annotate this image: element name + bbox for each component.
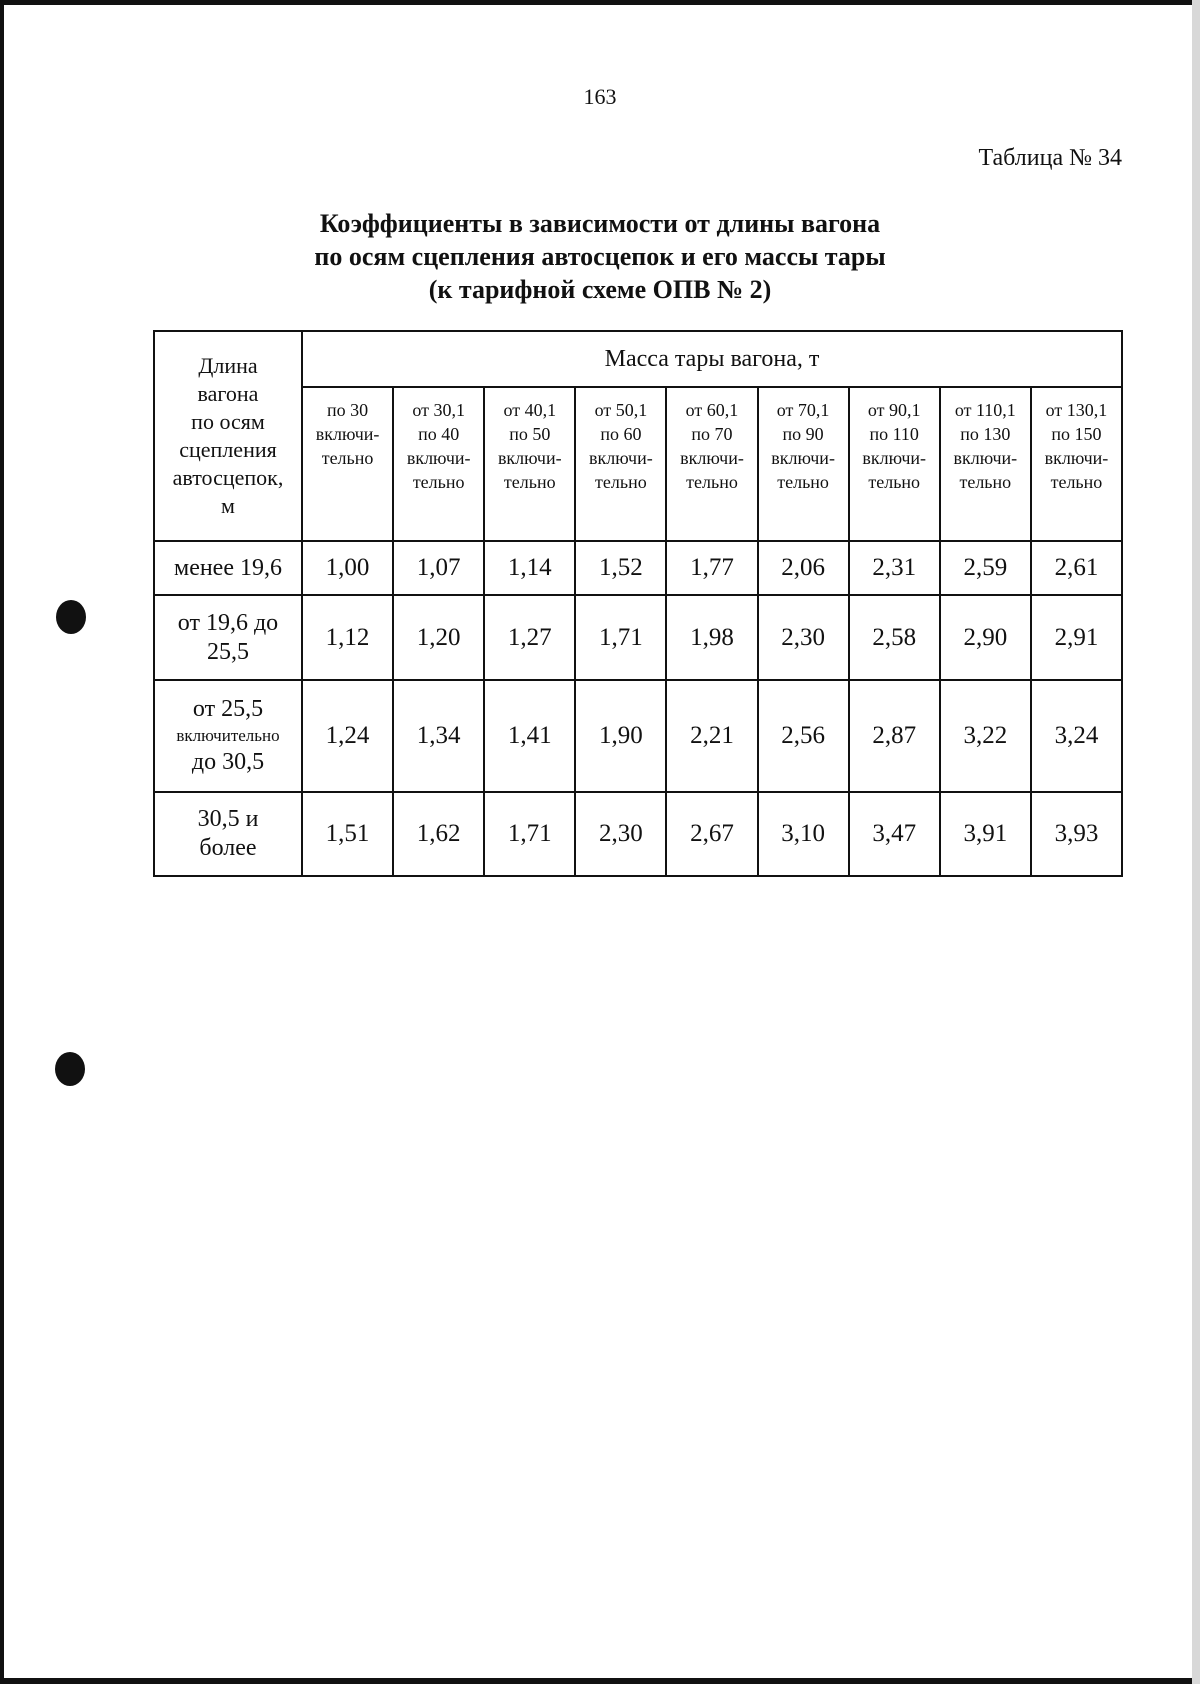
row-header-line: сцепления bbox=[179, 437, 277, 462]
column-header-line: по 70 bbox=[691, 424, 733, 444]
table-cell: 2,30 bbox=[758, 595, 849, 680]
table-cell: 1,77 bbox=[666, 541, 757, 595]
table-row bbox=[154, 680, 1122, 792]
column-header-line: от 110,1 bbox=[954, 400, 1016, 420]
title-line-1: Коэффициенты в зависимости от длины вагона bbox=[319, 209, 881, 238]
table-title bbox=[0, 207, 1200, 306]
column-header-line: включи- bbox=[589, 448, 653, 468]
table-cell: 3,24 bbox=[1031, 680, 1122, 792]
table-cell: 3,91 bbox=[940, 792, 1031, 876]
table-cell: 1,98 bbox=[666, 595, 757, 680]
table-cell: 1,27 bbox=[484, 595, 575, 680]
row-label-line: включительно bbox=[176, 726, 280, 745]
row-header-line: вагона bbox=[197, 381, 259, 406]
row-label bbox=[154, 680, 302, 792]
row-label bbox=[154, 792, 302, 876]
row-label-line: до 30,5 bbox=[191, 749, 265, 775]
table-cell: 2,58 bbox=[849, 595, 940, 680]
mass-header: Масса тары вагона, т bbox=[302, 331, 1122, 387]
table-row bbox=[154, 792, 1122, 876]
row-label-line: 30,5 и bbox=[197, 806, 259, 832]
column-header bbox=[393, 387, 484, 541]
column-header-line: по 50 bbox=[509, 424, 551, 444]
column-header-line: от 70,1 bbox=[776, 400, 830, 420]
column-header bbox=[484, 387, 575, 541]
page-edge-bottom bbox=[0, 1678, 1200, 1684]
table-cell: 3,22 bbox=[940, 680, 1031, 792]
column-header-line: от 60,1 bbox=[685, 400, 739, 420]
column-header-line: по 90 bbox=[782, 424, 824, 444]
table-cell: 2,56 bbox=[758, 680, 849, 792]
column-header-line: включи- bbox=[406, 448, 471, 468]
column-header-line: от 30,1 bbox=[412, 400, 465, 420]
row-header-line: м bbox=[221, 493, 235, 518]
table-cell: 2,31 bbox=[849, 541, 940, 595]
column-header-line: включи- bbox=[497, 448, 562, 468]
column-header bbox=[940, 387, 1031, 541]
column-header-line: тельно bbox=[686, 472, 738, 492]
column-header-line: включи- bbox=[680, 448, 744, 468]
column-header-line: тельно bbox=[321, 448, 374, 468]
table-row bbox=[154, 541, 1122, 595]
table-cell: 2,61 bbox=[1031, 541, 1122, 595]
table-cell: 1,71 bbox=[484, 792, 575, 876]
row-label-line: 25,5 bbox=[207, 638, 249, 665]
row-label-line: от 19,6 до bbox=[177, 609, 279, 636]
column-header-line: включи- bbox=[862, 448, 927, 468]
table-cell: 2,30 bbox=[575, 792, 666, 876]
row-header-line: по осям bbox=[191, 409, 265, 434]
table-cell: 1,12 bbox=[302, 595, 393, 680]
table-header-row bbox=[154, 331, 1122, 387]
page-edge-top bbox=[0, 0, 1200, 5]
punch-hole bbox=[55, 1052, 85, 1086]
table-cell: 2,67 bbox=[666, 792, 757, 876]
column-header-line: от 90,1 bbox=[867, 400, 921, 420]
column-header-line: тельно bbox=[595, 472, 647, 492]
table-cell: 1,41 bbox=[484, 680, 575, 792]
title-line-2: по осям сцепления автосцепок и его массы тары bbox=[314, 242, 886, 271]
table-cell: 2,06 bbox=[758, 541, 849, 595]
column-header-line: тельно bbox=[777, 472, 829, 492]
table-cell: 2,59 bbox=[940, 541, 1031, 595]
column-header-line: включи- bbox=[1044, 448, 1109, 468]
column-header-line: от 40,1 bbox=[503, 400, 557, 420]
row-header-line: автосцепок, bbox=[172, 465, 284, 490]
coefficient-table bbox=[153, 330, 1123, 877]
table-cell: 1,24 bbox=[302, 680, 393, 792]
column-header bbox=[666, 387, 757, 541]
table-cell: 1,90 bbox=[575, 680, 666, 792]
table-cell: 2,91 bbox=[1031, 595, 1122, 680]
column-header-line: тельно bbox=[868, 472, 921, 492]
row-label bbox=[154, 595, 302, 680]
column-header bbox=[849, 387, 940, 541]
column-header-line: тельно bbox=[412, 472, 465, 492]
column-header-line: по 130 bbox=[960, 424, 1011, 444]
column-header-line: тельно bbox=[503, 472, 556, 492]
table-cell: 2,87 bbox=[849, 680, 940, 792]
table-cell: 3,93 bbox=[1031, 792, 1122, 876]
column-header-line: по 150 bbox=[1051, 424, 1102, 444]
column-header-line: по 30 bbox=[326, 400, 369, 420]
row-header-cell bbox=[154, 331, 302, 541]
column-header-line: от 50,1 bbox=[594, 400, 648, 420]
column-header bbox=[302, 387, 393, 541]
page-number: 163 bbox=[583, 84, 617, 109]
column-header-line: по 40 bbox=[418, 424, 460, 444]
column-header bbox=[758, 387, 849, 541]
column-header-line: тельно bbox=[959, 472, 1012, 492]
punch-hole bbox=[56, 600, 86, 634]
table-cell: 1,71 bbox=[575, 595, 666, 680]
table-cell: 2,21 bbox=[666, 680, 757, 792]
row-header-line: Длина bbox=[198, 353, 258, 378]
table-cell: 1,07 bbox=[393, 541, 484, 595]
table-cell: 2,90 bbox=[940, 595, 1031, 680]
column-header-line: от 130,1 bbox=[1045, 400, 1108, 420]
table-cell: 1,00 bbox=[302, 541, 393, 595]
table-caption: Таблица № 34 bbox=[978, 145, 1122, 171]
row-label-line: менее 19,6 bbox=[174, 554, 282, 581]
row-label-line: от 25,5 bbox=[192, 696, 264, 722]
column-header bbox=[575, 387, 666, 541]
column-header-line: включи- bbox=[953, 448, 1018, 468]
column-header-line: включи- bbox=[771, 448, 835, 468]
column-header-line: тельно bbox=[1050, 472, 1103, 492]
column-header bbox=[1031, 387, 1122, 541]
title-line-3: (к тарифной схеме ОПВ № 2) bbox=[428, 275, 772, 304]
column-header-line: по 110 bbox=[869, 424, 919, 444]
table-cell: 1,20 bbox=[393, 595, 484, 680]
table-row bbox=[154, 595, 1122, 680]
table-cell: 1,62 bbox=[393, 792, 484, 876]
row-label-line: более bbox=[199, 835, 257, 861]
table-cell: 1,14 bbox=[484, 541, 575, 595]
column-header-line: по 60 bbox=[600, 424, 642, 444]
column-header-line: включи- bbox=[315, 424, 380, 444]
table-cell: 3,47 bbox=[849, 792, 940, 876]
table-cell: 1,51 bbox=[302, 792, 393, 876]
table-cell: 3,10 bbox=[758, 792, 849, 876]
table-cell: 1,34 bbox=[393, 680, 484, 792]
table-cell: 1,52 bbox=[575, 541, 666, 595]
row-label bbox=[154, 541, 302, 595]
